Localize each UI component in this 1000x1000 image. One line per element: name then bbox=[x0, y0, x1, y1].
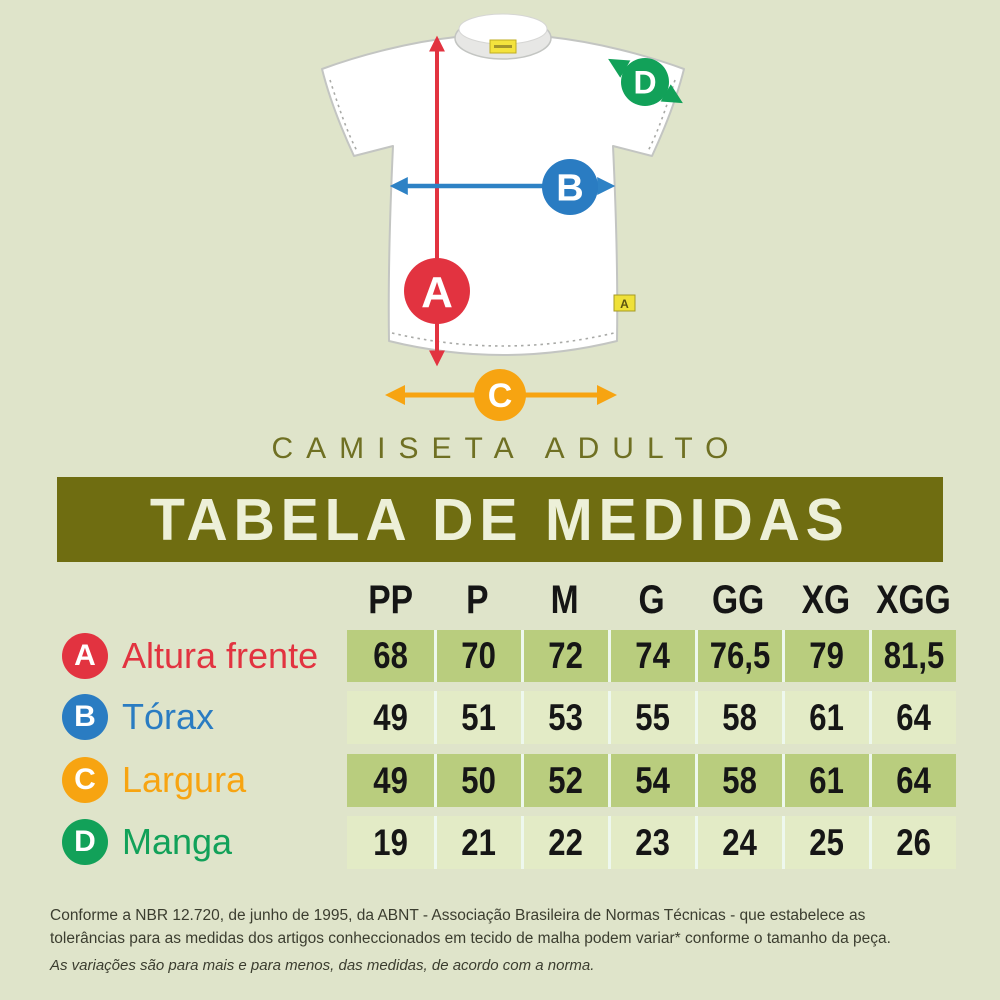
footnote-line-2: tolerâncias para as medidas dos artigos conheccionados em tecido de malha podem variar* conforme o tamanho da peça. bbox=[50, 930, 891, 947]
footnote-text bbox=[50, 904, 980, 950]
measure-marker-b bbox=[542, 159, 598, 215]
table-row-manga bbox=[347, 816, 956, 869]
measure-marker-c-letter: C bbox=[487, 377, 513, 416]
tshirt-diagram bbox=[0, 0, 1000, 430]
measurement-cell: 21 bbox=[434, 816, 521, 869]
measurement-cell: 53 bbox=[521, 691, 608, 744]
measurement-cell: 70 bbox=[434, 630, 521, 682]
size-column-header: XGG bbox=[876, 577, 951, 622]
size-column-header: XG bbox=[801, 577, 850, 622]
measurement-cell: 61 bbox=[782, 691, 869, 744]
measurement-cell: 52 bbox=[521, 754, 608, 807]
measurement-cell: 55 bbox=[608, 691, 695, 744]
size-column-header: PP bbox=[368, 577, 413, 622]
measure-marker-b-letter: B bbox=[556, 167, 584, 210]
measurement-badge-b: B bbox=[62, 694, 108, 740]
footnote-note-italic: As variações são para mais e para menos, das medidas, de acordo com a norma. bbox=[50, 957, 595, 974]
measurement-cell: 76,5 bbox=[695, 630, 782, 682]
measurement-cell: 64 bbox=[869, 754, 956, 807]
measurement-cell: 54 bbox=[608, 754, 695, 807]
size-column-header: M bbox=[550, 577, 579, 622]
measurement-cell: 72 bbox=[521, 630, 608, 682]
side-size-tag-letter: A bbox=[620, 297, 629, 311]
measurement-cell: 79 bbox=[782, 630, 869, 682]
measurement-cell: 49 bbox=[347, 691, 434, 744]
measurement-cell: 19 bbox=[347, 816, 434, 869]
size-column-header: G bbox=[638, 577, 665, 622]
table-row-torax bbox=[347, 691, 956, 744]
measurement-cell: 58 bbox=[695, 691, 782, 744]
size-column-header: P bbox=[466, 577, 489, 622]
size-column-headers bbox=[347, 577, 956, 623]
measurement-label-c: Largura bbox=[122, 759, 247, 800]
measurement-cell: 61 bbox=[782, 754, 869, 807]
measurement-cell: 64 bbox=[869, 691, 956, 744]
measurement-cell: 23 bbox=[608, 816, 695, 869]
measurement-cell: 49 bbox=[347, 754, 434, 807]
measurement-badge-d: D bbox=[62, 819, 108, 865]
measurement-badge-c: C bbox=[62, 757, 108, 803]
table-title-banner bbox=[57, 477, 943, 562]
measurement-cell: 51 bbox=[434, 691, 521, 744]
measurement-cell: 74 bbox=[608, 630, 695, 682]
measure-marker-a bbox=[404, 258, 470, 324]
measurement-cell: 50 bbox=[434, 754, 521, 807]
footnote-line-1: Conforme a NBR 12.720, de junho de 1995, da ABNT - Associação Brasileira de Normas Técnicas - que estabelece as bbox=[50, 907, 866, 924]
measurement-cell: 25 bbox=[782, 816, 869, 869]
measure-marker-d-letter: D bbox=[633, 64, 657, 101]
measurement-cell: 22 bbox=[521, 816, 608, 869]
product-subtitle: CAMISETA ADULTO bbox=[271, 432, 742, 465]
table-title: TABELA DE MEDIDAS bbox=[150, 486, 850, 553]
measurement-badge-a: A bbox=[62, 633, 108, 679]
measurement-label-b: Tórax bbox=[122, 696, 215, 737]
side-size-tag bbox=[614, 295, 635, 311]
measurement-label-d: Manga bbox=[122, 821, 233, 862]
measurement-cell: 26 bbox=[869, 816, 956, 869]
table-row-altura-frente bbox=[347, 630, 956, 682]
neck-tag bbox=[490, 40, 516, 53]
measure-marker-d bbox=[621, 58, 669, 106]
measurement-cell: 24 bbox=[695, 816, 782, 869]
measurement-cell: 58 bbox=[695, 754, 782, 807]
measurement-label-a: Altura frente bbox=[122, 635, 319, 676]
size-column-header: GG bbox=[712, 577, 765, 622]
measure-marker-c bbox=[474, 369, 526, 421]
table-row-largura bbox=[347, 754, 956, 807]
measure-marker-a-letter: A bbox=[421, 267, 453, 317]
measurement-cell: 68 bbox=[347, 630, 434, 682]
measurement-cell: 81,5 bbox=[869, 630, 956, 682]
